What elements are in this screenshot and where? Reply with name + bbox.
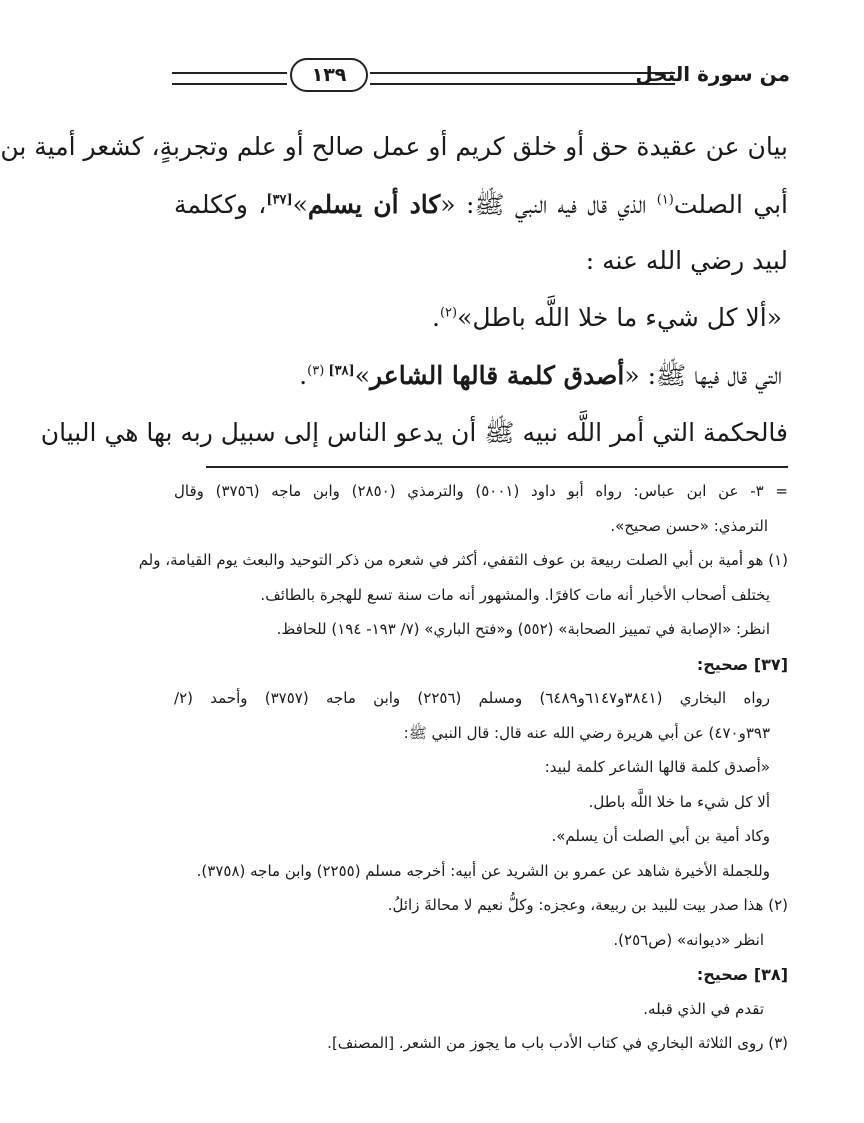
footnote-line: تقدم في الذي قبله. [643, 999, 764, 1018]
footnote-line: وكاد أمية بن أبي الصلت أن يسلم». [551, 827, 770, 845]
text-run: ، وككلمة [174, 190, 267, 219]
footnote-marker: (٣) [307, 363, 329, 379]
text-run: التي قال فيها ﷺ: « [624, 361, 782, 390]
footnote-line: انظر «ديوانه» (ص٢٥٦). [613, 930, 764, 949]
footnote-marker: (١) [656, 192, 674, 208]
footnote-line: (٣) روى الثلاثة البخاري في كتاب الأدب باب ما يجوز من الشعر. [المصنف]. [327, 1034, 788, 1052]
reference-heading: [٣٧] صحيح: [696, 654, 788, 674]
main-line-6: فالحكمة التي أمر اللَّه نبيه ﷺ أن يدعو الناس إلى سبيل ربه بها هي البيان [40, 418, 788, 447]
footnote-separator [206, 466, 788, 468]
header-rule-left [172, 72, 287, 85]
main-text [0, 132, 788, 474]
surah-title: من سورة النحل [635, 62, 790, 86]
reference-heading: [٣٨] صحيح: [696, 965, 788, 984]
main-line-1: بيان عن عقيدة حق أو خلق كريم أو عمل صالح أو علم وتجربةٍ، كشعر أمية بن [0, 132, 788, 161]
footnote-line: (٢) هذا صدر بيت للبيد بن ربيعة، وعجزه: وكلُّ نعيم لا محالةَ زائلُ. [387, 896, 788, 914]
text-run: . [432, 303, 440, 332]
hadith-quote: أصدق كلمة قالها الشاعر [369, 361, 625, 390]
footnote-line: = ٣- عن ابن عباس: رواه أبو داود (٥٠٠١) والترمذي (٢٨٥٠) وابن ماجه (٣٧٥٦) وقال [174, 482, 788, 500]
footnotes [138, 482, 788, 1069]
poem-quote: «ألا كل شيء ما خلا اللَّه باطل» [457, 303, 782, 332]
footnote-line: ٣٩٣و٤٧٠) عن أبي هريرة رضي الله عنه قال: قال النبي ﷺ: [403, 723, 770, 742]
page-number-text: ١٣٩ [311, 64, 347, 86]
footnote-line: وللجملة الأخيرة شاهد عن عمرو بن الشريد عن أبيه: أخرجه مسلم (٢٢٥٥) وابن ماجه (٣٧٥٨). [196, 861, 770, 880]
text-run: » [292, 190, 308, 219]
hadith-quote: كاد أن يسلم [307, 190, 441, 219]
footnote-line: رواه البخاري (٣٨٤١و٦١٤٧و٦٤٨٩) ومسلم (٢٢٥٦) وابن ماجه (٣٧٥٧) وأحمد (٢/ [174, 689, 770, 707]
main-line-2 [174, 189, 788, 246]
reference-marker: [٣٨] [328, 363, 355, 379]
text-run: الذي قال فيه النبي ﷺ: « [440, 190, 657, 219]
main-line-3: لبيد رضي الله عنه : [585, 246, 788, 275]
text-run: أبي الصلت [673, 190, 788, 219]
reference-marker: [٣٧] [266, 192, 293, 208]
page-number [290, 58, 368, 92]
main-line-5 [174, 360, 788, 417]
footnote-line: انظر: «الإصابة في تمييز الصحابة» (٥٥٢) و«فتح الباري» (٧/ ١٩٣- ١٩٤) للحافظ. [276, 620, 770, 638]
header-rule-right [370, 72, 675, 85]
footnote-line: ألا كل شيء ما خلا اللَّه باطل. [588, 792, 770, 811]
footnote-line: يختلف أصحاب الأخبار أنه مات كافرًا. والمشهور أنه مات سنة تسع للهجرة بالطائف. [260, 585, 770, 604]
text-run: » [354, 361, 370, 390]
footnote-marker: (٢) [439, 305, 458, 321]
page-header [170, 52, 790, 98]
footnote-line: (١) هو أمية بن أبي الصلت ربيعة بن عوف الثقفي، أكثر في شعره من ذكر التوحيد والبعث يوم القيامة، ولم [138, 551, 788, 569]
footnote-line: الترمذي: «حسن صحيح». [610, 516, 768, 535]
footnote-line: «أصدق كلمة قالها الشاعر كلمة لبيد: [544, 758, 770, 776]
text-run: . [299, 361, 308, 390]
main-line-4 [174, 303, 788, 360]
